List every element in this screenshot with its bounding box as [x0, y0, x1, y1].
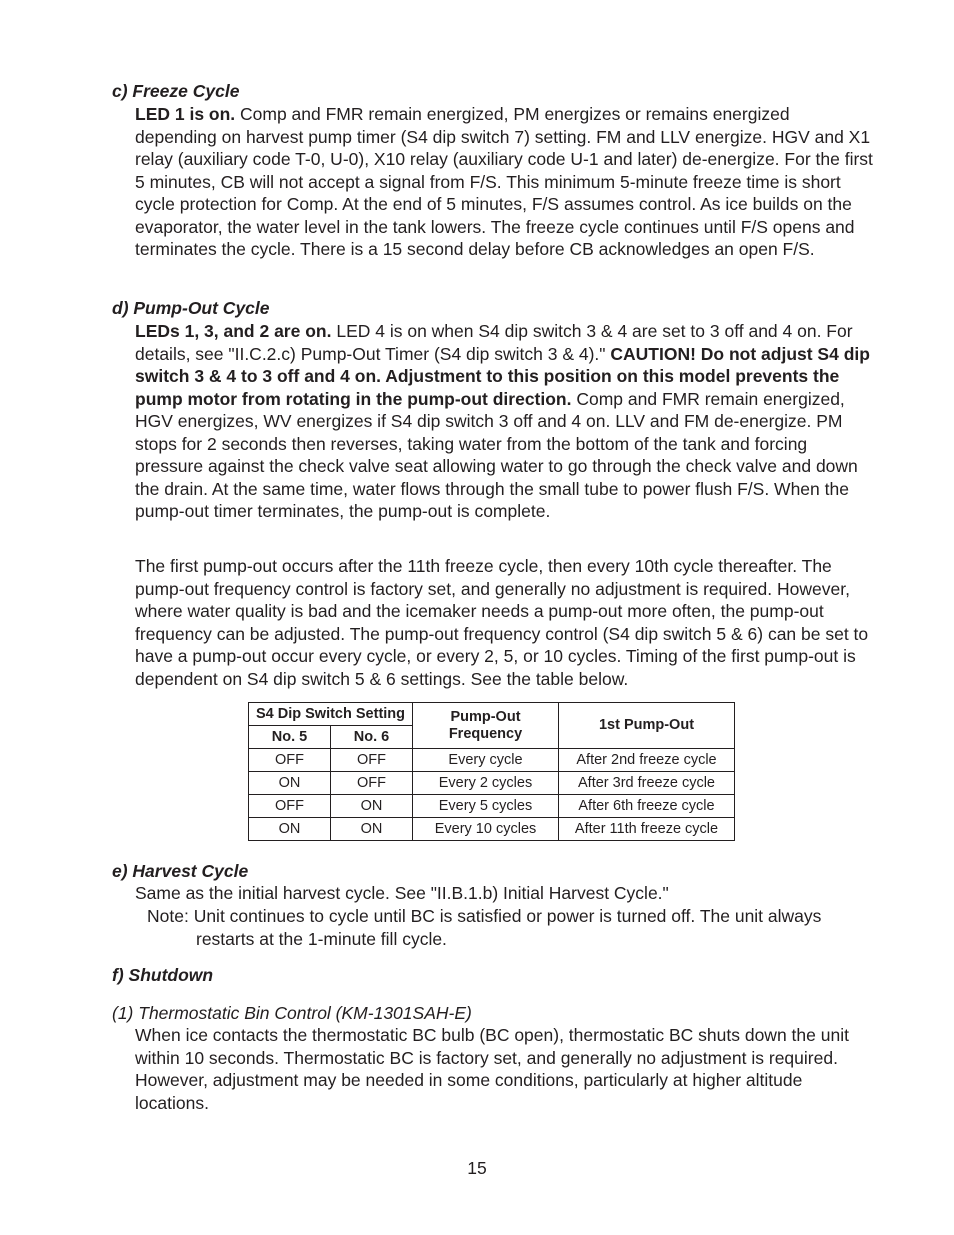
cell-no6: ON	[331, 818, 413, 841]
pumpout-cycle-heading: d) Pump-Out Cycle	[112, 298, 270, 318]
cell-no6: ON	[331, 795, 413, 818]
table-header-pumpout-frequency: Pump-Out Frequency	[413, 703, 559, 749]
cell-no6: OFF	[331, 772, 413, 795]
shutdown-heading: f) Shutdown	[112, 965, 214, 985]
pumpout-caution: CAUTION! Do not adjust S4 dip switch 3 & 4 to 3 off and 4 on. Adjustment to this position on this model prevents the pump motor from rotating in the pump-out direction.	[135, 343, 870, 409]
harvest-note-line-1: Note: Unit continues to cycle until BC is satisfied or power is turned off. The unit always	[147, 906, 822, 926]
thermostatic-bin-control-subheading: (1) Thermostatic Bin Control (KM-1301SAH-E)	[112, 1003, 472, 1023]
cell-no5: OFF	[249, 749, 331, 772]
cell-frequency: Every cycle	[413, 749, 559, 772]
table-header-dip-switch-setting: S4 Dip Switch Setting	[249, 703, 413, 726]
pumpout-frequency-paragraph: The first pump-out occurs after the 11th freeze cycle, then every 10th cycle thereafter. The pump-out frequency control is factory set, and generally no adjustment is required. However, where water quality is bad and the icemaker needs a pump-out more often, the pump-out frequency can be adjusted. The pump-out frequency control (S4 dip switch 5 & 6) can be set to have a pump-out occur every cycle, or every 2, 5, or 10 cycles. Timing of the first pump-out is dependent on S4 dip switch 5 & 6 settings. See the table below.	[135, 556, 869, 689]
pumpout-cycle-paragraph	[135, 320, 875, 523]
pumpout-led-status: LEDs 1, 3, and 2 are on.	[135, 321, 332, 341]
dip-switch-table	[248, 702, 735, 841]
cell-frequency: Every 5 cycles	[413, 795, 559, 818]
cell-frequency: Every 2 cycles	[413, 772, 559, 795]
pumpout-text-1: LED 4 is on when S4 dip switch 3 & 4 are set to 3 off and 4 on. For details, see "II.C.2.c) Pump-Out Timer (S4 dip switch 3 & 4)."	[135, 321, 853, 364]
table-row	[249, 795, 735, 818]
freeze-cycle-heading: c) Freeze Cycle	[112, 81, 240, 101]
table-header-no6: No. 6	[331, 726, 413, 749]
cell-no5: ON	[249, 772, 331, 795]
cell-first-pumpout: After 6th freeze cycle	[559, 795, 735, 818]
cell-first-pumpout: After 2nd freeze cycle	[559, 749, 735, 772]
table-row	[249, 749, 735, 772]
cell-no5: OFF	[249, 795, 331, 818]
pumpout-text-2: Comp and FMR remain energized, HGV energizes, WV energizes if S4 dip switch 3 off and 4 on. LLV and FM de-energize. PM stops for 2 seconds then reverses, taking water from the bottom of the tank and forcing pressure against the check valve seat allowing water to go through the check valve and down the drain. At the same time, water flows through the small tube to power flush F/S. When the pump-out timer terminates, the pump-out is complete.	[135, 388, 858, 521]
table-row	[249, 818, 735, 841]
page-number: 15	[467, 1158, 487, 1178]
harvest-cycle-heading: e) Harvest Cycle	[112, 861, 249, 881]
harvest-note	[147, 905, 867, 950]
cell-first-pumpout: After 3rd freeze cycle	[559, 772, 735, 795]
table-row	[249, 772, 735, 795]
cell-no6: OFF	[331, 749, 413, 772]
table-header-first-pumpout: 1st Pump-Out	[559, 703, 735, 749]
freeze-cycle-text: Comp and FMR remain energized, PM energizes or remains energized depending on harvest pump timer (S4 dip switch 7) setting. FM and LLV energize. HGV and X1 relay (auxiliary code T-0, U-0), X10 relay (auxiliary code U-1 and later) de-energize. For the first 5 minutes, CB will not accept a signal from F/S. This minimum 5-minute freeze time is short cycle protection for Comp. At the end of 5 minutes, F/S assumes control. As ice builds on the evaporator, the water level in the tank lowers. The freeze cycle continues until F/S opens and terminates the cycle. There is a 15 second delay before CB acknowledges an open F/S.	[135, 104, 873, 259]
harvest-note-line-2: restarts at the 1-minute fill cycle.	[196, 928, 447, 949]
shutdown-paragraph: When ice contacts the thermostatic BC bulb (BC open), thermostatic BC shuts down the unit within 10 seconds. Thermostatic BC is factory set, and generally no adjustment is required. However, adjustment may be needed in some conditions, particularly at higher altitude locations.	[135, 1025, 849, 1113]
harvest-cycle-text: Same as the initial harvest cycle. See "II.B.1.b) Initial Harvest Cycle."	[135, 883, 669, 903]
freeze-cycle-led-status: LED 1 is on.	[135, 104, 236, 124]
cell-no5: ON	[249, 818, 331, 841]
freeze-cycle-paragraph	[135, 103, 875, 261]
table-header-no5: No. 5	[249, 726, 331, 749]
cell-first-pumpout: After 11th freeze cycle	[559, 818, 735, 841]
cell-frequency: Every 10 cycles	[413, 818, 559, 841]
